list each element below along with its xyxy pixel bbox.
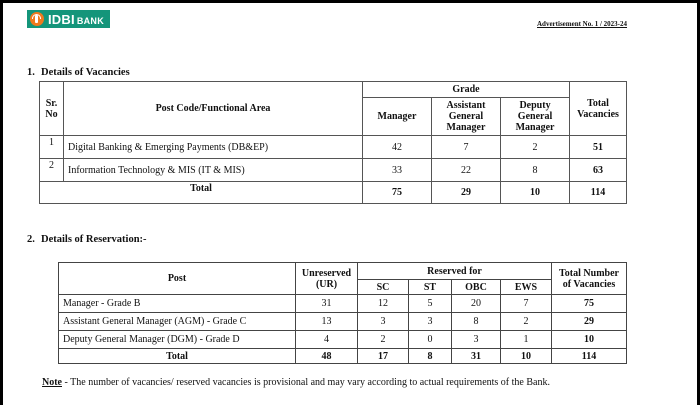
header-sr-no: Sr. No	[40, 82, 64, 136]
header-obc: OBC	[452, 280, 501, 295]
idbi-emblem-icon	[30, 12, 44, 26]
cell-ur: 31	[296, 295, 358, 313]
cell-dgm: 8	[501, 159, 570, 182]
cell-sc: 12	[358, 295, 409, 313]
note-label: Note	[42, 377, 62, 388]
note	[42, 377, 550, 388]
table-row	[59, 295, 627, 313]
section-1-heading: 1. Details of Vacancies	[27, 67, 130, 78]
total-agm: 29	[432, 182, 501, 204]
cell-obc: 20	[452, 295, 501, 313]
header-total-vacancies: Total Vacancies	[570, 82, 627, 136]
header-dgm: Deputy General Manager	[501, 98, 570, 136]
cell-obc: 8	[452, 313, 501, 331]
table-row	[40, 159, 627, 182]
header-reserved-for: Reserved for	[358, 263, 552, 280]
cell-ur: 4	[296, 331, 358, 349]
total-vacancies: 114	[570, 182, 627, 204]
cell-sc: 3	[358, 313, 409, 331]
header-post-code: Post Code/Functional Area	[64, 82, 363, 136]
cell-sr: 1	[40, 136, 64, 159]
section-2-heading: 2. Details of Reservation:-	[27, 234, 147, 245]
header-post: Post	[59, 263, 296, 295]
cell-ur: 13	[296, 313, 358, 331]
cell-st: 0	[409, 331, 452, 349]
total-label: Total	[40, 182, 363, 204]
cell-post: Information Technology & MIS (IT & MIS)	[64, 159, 363, 182]
note-text: - The number of vacancies/ reserved vacancies is provisional and may vary according to actual requirements of the Bank.	[62, 377, 550, 388]
cell-post: Deputy General Manager (DGM) - Grade D	[59, 331, 296, 349]
total-vacancies: 114	[552, 349, 627, 364]
cell-dgm: 2	[501, 136, 570, 159]
total-manager: 75	[363, 182, 432, 204]
logo-text: IDBI BANK	[48, 11, 105, 27]
cell-post: Digital Banking & Emerging Payments (DB&EP)	[64, 136, 363, 159]
header-sc: SC	[358, 280, 409, 295]
idbi-bank-logo	[27, 10, 110, 28]
cell-total: 29	[552, 313, 627, 331]
total-row	[40, 182, 627, 204]
table-row	[59, 331, 627, 349]
cell-obc: 3	[452, 331, 501, 349]
cell-ews: 1	[501, 331, 552, 349]
cell-st: 3	[409, 313, 452, 331]
total-label: Total	[59, 349, 296, 364]
total-dgm: 10	[501, 182, 570, 204]
cell-post: Assistant General Manager (AGM) - Grade C	[59, 313, 296, 331]
header-ews: EWS	[501, 280, 552, 295]
total-sc: 17	[358, 349, 409, 364]
cell-agm: 7	[432, 136, 501, 159]
total-ur: 48	[296, 349, 358, 364]
total-st: 8	[409, 349, 452, 364]
header-grade: Grade	[363, 82, 570, 98]
header-total-number: Total Number of Vacancies	[552, 263, 627, 295]
cell-ews: 7	[501, 295, 552, 313]
total-row	[59, 349, 627, 364]
header-st: ST	[409, 280, 452, 295]
cell-st: 5	[409, 295, 452, 313]
reservation-table	[58, 262, 627, 364]
cell-sc: 2	[358, 331, 409, 349]
cell-total: 51	[570, 136, 627, 159]
total-ews: 10	[501, 349, 552, 364]
total-obc: 31	[452, 349, 501, 364]
vacancies-table	[39, 81, 627, 204]
cell-manager: 42	[363, 136, 432, 159]
cell-ews: 2	[501, 313, 552, 331]
table-row	[40, 136, 627, 159]
cell-post: Manager - Grade B	[59, 295, 296, 313]
table-row	[59, 313, 627, 331]
advertisement-number: Advertisement No. 1 / 2023-24	[537, 20, 628, 28]
header-agm: Assistant General Manager	[432, 98, 501, 136]
cell-total: 75	[552, 295, 627, 313]
header-manager: Manager	[363, 98, 432, 136]
cell-manager: 33	[363, 159, 432, 182]
header-unreserved: Unreserved (UR)	[296, 263, 358, 295]
cell-agm: 22	[432, 159, 501, 182]
cell-total: 63	[570, 159, 627, 182]
cell-sr: 2	[40, 159, 64, 182]
cell-total: 10	[552, 331, 627, 349]
